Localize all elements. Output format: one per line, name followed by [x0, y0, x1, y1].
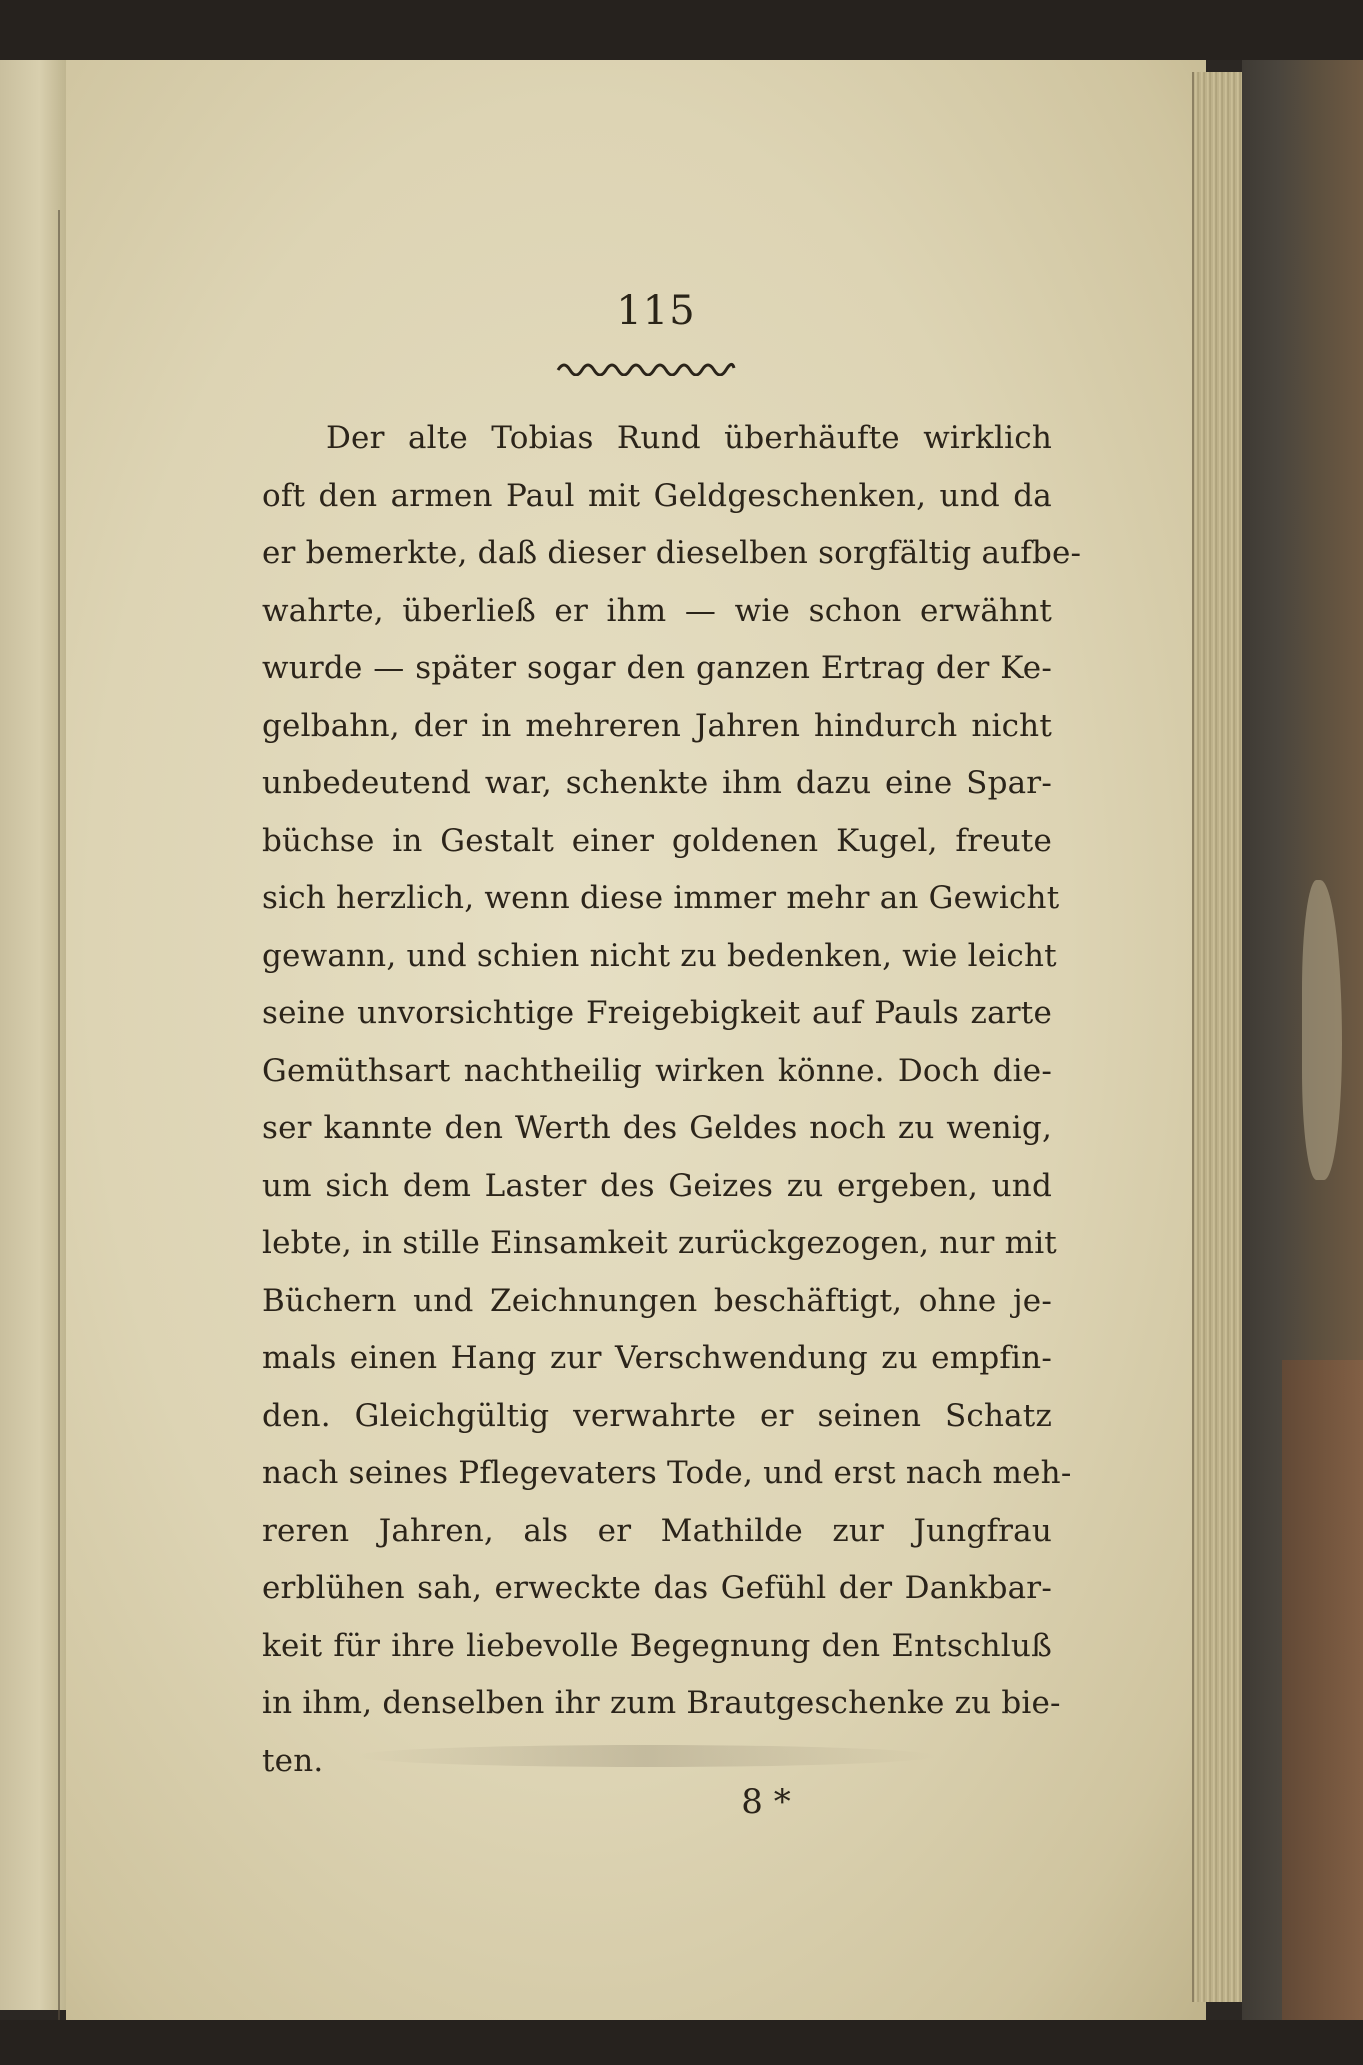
- page: [66, 60, 1206, 2020]
- text-line: erblühen sah, erweckte das Gefühl der Dankbar-: [262, 1570, 1052, 1606]
- cover-leather: [1282, 1360, 1363, 2060]
- text-line: um sich dem Laster des Geizes zu ergeben, und: [262, 1167, 1052, 1204]
- text-line: nach seines Pflegevaters Tode, und erst nach meh-: [262, 1455, 1072, 1491]
- background-top: [0, 0, 1363, 60]
- text-line: er bemerkte, daß dieser dieselben sorgfältig aufbe-: [262, 535, 1082, 571]
- text-line: wahrte, überließ er ihm — wie schon erwähnt: [262, 592, 1052, 629]
- page-edges: [1192, 72, 1244, 2002]
- text-line: wurde — später sogar den ganzen Ertrag der Ke-: [262, 650, 1052, 686]
- text-line: oft den armen Paul mit Geldgeschenken, und da: [262, 477, 1052, 514]
- text-line: seine unvorsichtige Freigebigkeit auf Pauls zarte: [262, 995, 1052, 1031]
- text-line: keit für ihre liebevolle Begegnung den Entschluß: [262, 1627, 1052, 1664]
- text-line: sich herzlich, wenn diese immer mehr an Gewicht: [262, 880, 1060, 916]
- text-line: Gemüthsart nachtheilig wirken könne. Doch die-: [262, 1052, 1052, 1089]
- text-line: ten.: [262, 1742, 324, 1779]
- text-line: unbedeutend war, schenkte ihm dazu eine Spar-: [262, 765, 1052, 801]
- cover-wear-spot: [1302, 880, 1342, 1180]
- text-line: gewann, und schien nicht zu bedenken, wie leicht: [262, 937, 1057, 974]
- body-text: [262, 410, 1082, 1790]
- text-line: büchse in Gestalt einer goldenen Kugel, freute: [262, 822, 1052, 859]
- text-line: lebte, in stille Einsamkeit zurückgezogen, nur mit: [262, 1225, 1057, 1261]
- background-bottom: [0, 2020, 1363, 2065]
- text-line: den. Gleichgültig verwahrte er seinen Schatz: [262, 1397, 1052, 1434]
- signature-mark: 8 *: [741, 1782, 791, 1822]
- text-line: Büchern und Zeichnungen beschäftigt, ohne je-: [262, 1282, 1052, 1319]
- page-number: 115: [616, 288, 696, 334]
- text-line: ser kannte den Werth des Geldes noch zu wenig,: [262, 1110, 1052, 1146]
- text-line: Der alte Tobias Rund überhäufte wirklich: [326, 420, 1052, 456]
- ink-bleed-through: [356, 1745, 936, 1767]
- text-line: in ihm, denselben ihr zum Brautgeschenke zu bie-: [262, 1685, 1061, 1721]
- gutter-line: [58, 210, 60, 2030]
- wavy-rule-ornament-icon: [556, 358, 736, 376]
- text-line: reren Jahren, als er Mathilde zur Jungfrau: [262, 1512, 1052, 1549]
- facing-page-edge: [0, 60, 66, 2010]
- text-line: gelbahn, der in mehreren Jahren hindurch nicht: [262, 707, 1052, 744]
- book-cover: [1242, 60, 1363, 2020]
- text-line: mals einen Hang zur Verschwendung zu empfin-: [262, 1340, 1052, 1376]
